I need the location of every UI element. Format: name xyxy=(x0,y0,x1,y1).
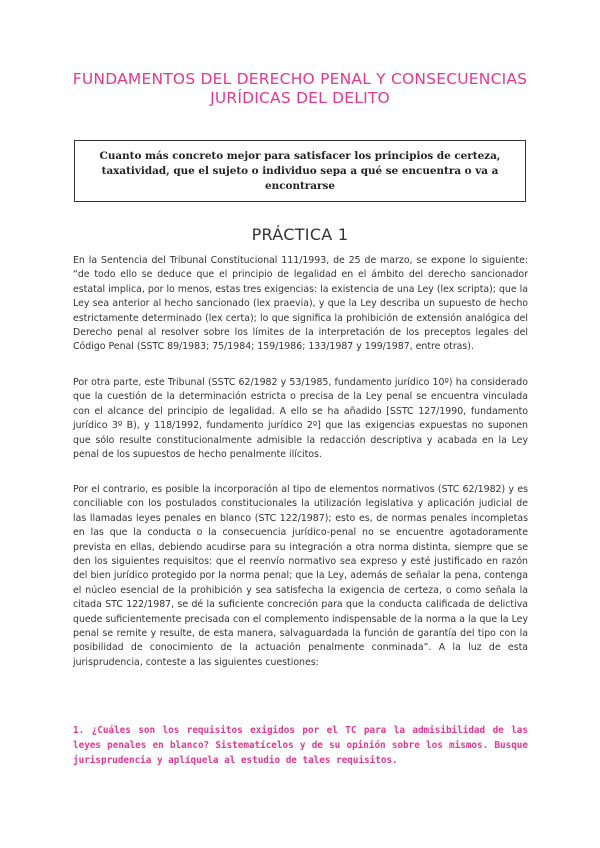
paragraph-3: Por el contrario, es posible la incorporación al tipo de elementos normativos (STC 62/1982) y es conciliable con los postulados constitucionales la utilización legislativa y aplicación judicial de las llamadas leyes penales en blanco (STC 122/1987); esto es, de normas penales incompletas en las que la conducta o la consecuencia jurídico-penal no se encuentre agotadoramente prevista en ellas, debiendo acudirse para su integración a otra norma distinta, siempre que se den los siguientes requisitos: que el reenvío normativo sea expreso y esté justificado en razón del bien jurídico protegido por la norma penal; que la Ley, además de señalar la pena, contenga el núcleo esencial de la prohibición y sea satisfecha la exigencia de certeza, o como señala la citada STC 122/1987, se dé la suficiente concreción para que la conducta calificada de delictiva quede suficientemente precisada con el complemento indispensable de la norma a la que la Ley penal se remite y resulte, de esta manera, salvaguardada la función de garantía del tipo con la posibilidad de conocimiento de la actuación penalmente conminada”. A la luz de esta jurisprudencia, conteste a las siguientes cuestiones: xyxy=(73,484,528,668)
paragraph-2: Por otra parte, este Tribunal (SSTC 62/1982 y 53/1985, fundamento jurídico 10º) ha considerado que la cuestión de la determinación estricta o precisa de la Ley penal se encuentra vinculada con el alcance del principio de legalidad. A ello se ha añadido [SSTC 127/1990, fundamento jurídico 3º B), y 118/1992, fundamento jurídico 2º] que las exigencias expuestas no suponen que sólo resulte constitucionalmente admisible la redacción descriptiva y acabada en la Ley penal de los supuestos de hecho penalmente ilícitos. xyxy=(73,377,528,461)
paragraph-1: En la Sentencia del Tribunal Constitucional 111/1993, de 25 de marzo, se expone lo siguiente: “de todo ello se deduce que el principio de legalidad en el ámbito del derecho sancionador estatal implica, por lo menos, estas tres exigencias: la existencia de una Ley (lex scripta); que la Ley sea anterior al hecho sancionado (lex praevia), y que la Ley describa un supuesto de hecho estrictamente determinado (lex certa); lo que significa la prohibición de extensión analógica del Derecho penal al resolver sobre los límites de la interpretación de los preceptos legales del Código Penal (SSTC 89/1983; 75/1984; 159/1986; 133/1987 y 199/1987, entre otras). xyxy=(73,255,528,353)
callout-box: Cuanto más concreto mejor para satisfacer los principios de certeza, taxatividad, que el sujeto o individuo sepa a qué se encuentra o va a encontrarse xyxy=(74,140,526,202)
document-title xyxy=(60,70,540,108)
question-1: 1. ¿Cuáles son los requisitos exigidos por el TC para la admisibilidad de las leyes penales en blanco? Sistematícelos y de su opinión sobre los mismos. Busque jurisprudencia y aplíquela al estudio de tales requisitos. xyxy=(73,725,528,766)
title-line-1: FUNDAMENTOS DEL DERECHO PENAL Y CONSECUENCIAS xyxy=(72,70,528,88)
title-line-2: JURÍDICAS DEL DELITO xyxy=(210,89,390,107)
section-heading: PRÁCTICA 1 xyxy=(251,225,349,244)
